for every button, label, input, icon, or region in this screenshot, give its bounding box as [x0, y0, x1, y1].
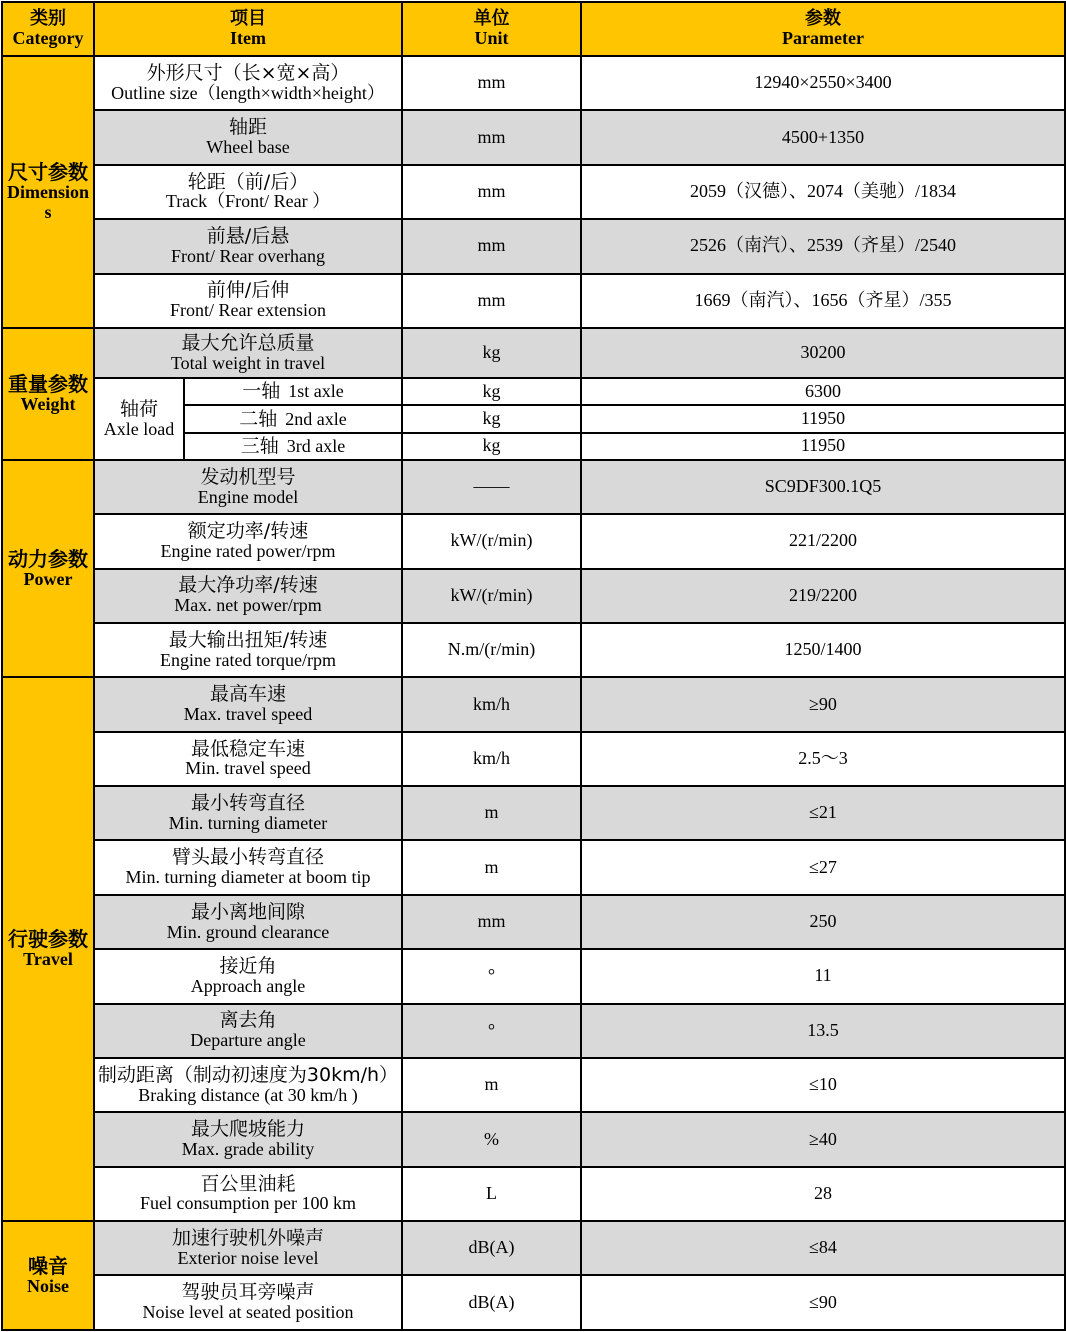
- unit-cell: L: [402, 1167, 581, 1221]
- header-unit: 单位 Unit: [402, 2, 581, 56]
- item-approach-angle: 接近角 Approach angle: [94, 949, 402, 1003]
- table-row: [2, 460, 1065, 514]
- table-row: [2, 1221, 1065, 1275]
- parameter-value: 2.5～3: [581, 732, 1065, 786]
- item-track: 轮距（前/后） Track（Front/ Rear ）: [94, 165, 402, 219]
- table-row: [2, 378, 1065, 405]
- parameter-value: 12940×2550×3400: [581, 56, 1065, 110]
- parameter-value: 221/2200: [581, 514, 1065, 568]
- table-row: [2, 569, 1065, 623]
- item-exterior-noise: 加速行驶机外噪声 Exterior noise level: [94, 1221, 402, 1275]
- parameter-value: 1250/1400: [581, 623, 1065, 677]
- unit-cell: mm: [402, 895, 581, 949]
- unit-cell: kW/(r/min): [402, 514, 581, 568]
- item-rated-torque: 最大输出扭矩/转速 Engine rated torque/rpm: [94, 623, 402, 677]
- item-engine-model: 发动机型号 Engine model: [94, 460, 402, 514]
- table-row: [2, 895, 1065, 949]
- parameter-value: 28: [581, 1167, 1065, 1221]
- unit-cell: %: [402, 1112, 581, 1166]
- item-grade-ability: 最大爬坡能力 Max. grade ability: [94, 1112, 402, 1166]
- parameter-value: ≤21: [581, 786, 1065, 840]
- category-dimensions: 尺寸参数 Dimensions: [2, 56, 94, 328]
- unit-cell: mm: [402, 219, 581, 273]
- item-boom-tip-turning: 臂头最小转弯直径 Min. turning diameter at boom tip: [94, 840, 402, 894]
- item-min-speed: 最低稳定车速 Min. travel speed: [94, 732, 402, 786]
- parameter-value: 11: [581, 949, 1065, 1003]
- unit-cell: km/h: [402, 732, 581, 786]
- unit-cell: kg: [402, 405, 581, 432]
- table-row: [2, 110, 1065, 164]
- table-row: [2, 840, 1065, 894]
- item-net-power: 最大净功率/转速 Max. net power/rpm: [94, 569, 402, 623]
- table-row: [2, 219, 1065, 273]
- unit-cell: ——: [402, 460, 581, 514]
- parameter-value: ≥40: [581, 1112, 1065, 1166]
- unit-cell: kW/(r/min): [402, 569, 581, 623]
- unit-cell: km/h: [402, 677, 581, 731]
- parameter-value: 2526（南汽）、2539（齐星）/2540: [581, 219, 1065, 273]
- item-1st-axle: 一轴 1st axle: [184, 378, 402, 405]
- unit-cell: N.m/(r/min): [402, 623, 581, 677]
- table-row: [2, 949, 1065, 1003]
- category-weight: 重量参数 Weight: [2, 328, 94, 460]
- unit-cell: °: [402, 1004, 581, 1058]
- item-total-weight: 最大允许总质量 Total weight in travel: [94, 328, 402, 378]
- header-category: 类别 Category: [2, 2, 94, 56]
- item-braking-distance: 制动距离（制动初速度为30km/h） Braking distance (at 30 km/h ): [94, 1058, 402, 1112]
- parameter-value: 1669（南汽）、1656（齐星）/355: [581, 274, 1065, 328]
- table-row: [2, 1112, 1065, 1166]
- parameter-value: ≤10: [581, 1058, 1065, 1112]
- unit-cell: m: [402, 1058, 581, 1112]
- parameter-value: 2059（汉德）、2074（美驰）/1834: [581, 165, 1065, 219]
- table-row: [2, 514, 1065, 568]
- table-row: [2, 732, 1065, 786]
- item-ground-clearance: 最小离地间隙 Min. ground clearance: [94, 895, 402, 949]
- parameter-value: 13.5: [581, 1004, 1065, 1058]
- item-fuel-consumption: 百公里油耗 Fuel consumption per 100 km: [94, 1167, 402, 1221]
- parameter-value: ≤90: [581, 1275, 1065, 1330]
- table-row: [2, 56, 1065, 110]
- parameter-value: 4500+1350: [581, 110, 1065, 164]
- parameter-value: ≥90: [581, 677, 1065, 731]
- parameter-value: ≤27: [581, 840, 1065, 894]
- unit-cell: dB(A): [402, 1221, 581, 1275]
- parameter-value: 11950: [581, 433, 1065, 460]
- header-row: [2, 2, 1065, 56]
- table-row: [2, 677, 1065, 731]
- item-wheel-base: 轴距 Wheel base: [94, 110, 402, 164]
- item-outline-size: 外形尺寸（长×宽×高） Outline size（length×width×height）: [94, 56, 402, 110]
- parameter-value: 11950: [581, 405, 1065, 432]
- item-departure-angle: 离去角 Departure angle: [94, 1004, 402, 1058]
- unit-cell: kg: [402, 378, 581, 405]
- item-3rd-axle: 三轴 3rd axle: [184, 433, 402, 460]
- unit-cell: dB(A): [402, 1275, 581, 1330]
- parameter-value: 219/2200: [581, 569, 1065, 623]
- table-row: [2, 165, 1065, 219]
- table-row: [2, 328, 1065, 378]
- unit-cell: kg: [402, 328, 581, 378]
- unit-cell: kg: [402, 433, 581, 460]
- item-overhang: 前悬/后悬 Front/ Rear overhang: [94, 219, 402, 273]
- table-row: [2, 274, 1065, 328]
- table-row: [2, 1167, 1065, 1221]
- unit-cell: m: [402, 786, 581, 840]
- table-row: [2, 1004, 1065, 1058]
- category-travel: 行驶参数 Travel: [2, 677, 94, 1221]
- category-power: 动力参数 Power: [2, 460, 94, 678]
- header-item: 项目 Item: [94, 2, 402, 56]
- unit-cell: mm: [402, 110, 581, 164]
- parameter-value: 6300: [581, 378, 1065, 405]
- item-turning-diameter: 最小转弯直径 Min. turning diameter: [94, 786, 402, 840]
- category-noise: 噪音 Noise: [2, 1221, 94, 1330]
- parameter-value: SC9DF300.1Q5: [581, 460, 1065, 514]
- item-max-speed: 最高车速 Max. travel speed: [94, 677, 402, 731]
- unit-cell: m: [402, 840, 581, 894]
- unit-cell: °: [402, 949, 581, 1003]
- table-row: [2, 786, 1065, 840]
- item-2nd-axle: 二轴 2nd axle: [184, 405, 402, 432]
- table-row: [2, 1275, 1065, 1330]
- item-seated-noise: 驾驶员耳旁噪声 Noise level at seated position: [94, 1275, 402, 1330]
- header-parameter: 参数 Parameter: [581, 2, 1065, 56]
- parameter-value: ≤84: [581, 1221, 1065, 1275]
- axle-load-label: 轴荷 Axle load: [94, 378, 184, 460]
- table-row: [2, 1058, 1065, 1112]
- parameter-value: 30200: [581, 328, 1065, 378]
- item-extension: 前伸/后伸 Front/ Rear extension: [94, 274, 402, 328]
- unit-cell: mm: [402, 56, 581, 110]
- item-rated-power: 额定功率/转速 Engine rated power/rpm: [94, 514, 402, 568]
- parameter-value: 250: [581, 895, 1065, 949]
- unit-cell: mm: [402, 274, 581, 328]
- table-row: [2, 623, 1065, 677]
- spec-table: [1, 1, 1066, 1331]
- unit-cell: mm: [402, 165, 581, 219]
